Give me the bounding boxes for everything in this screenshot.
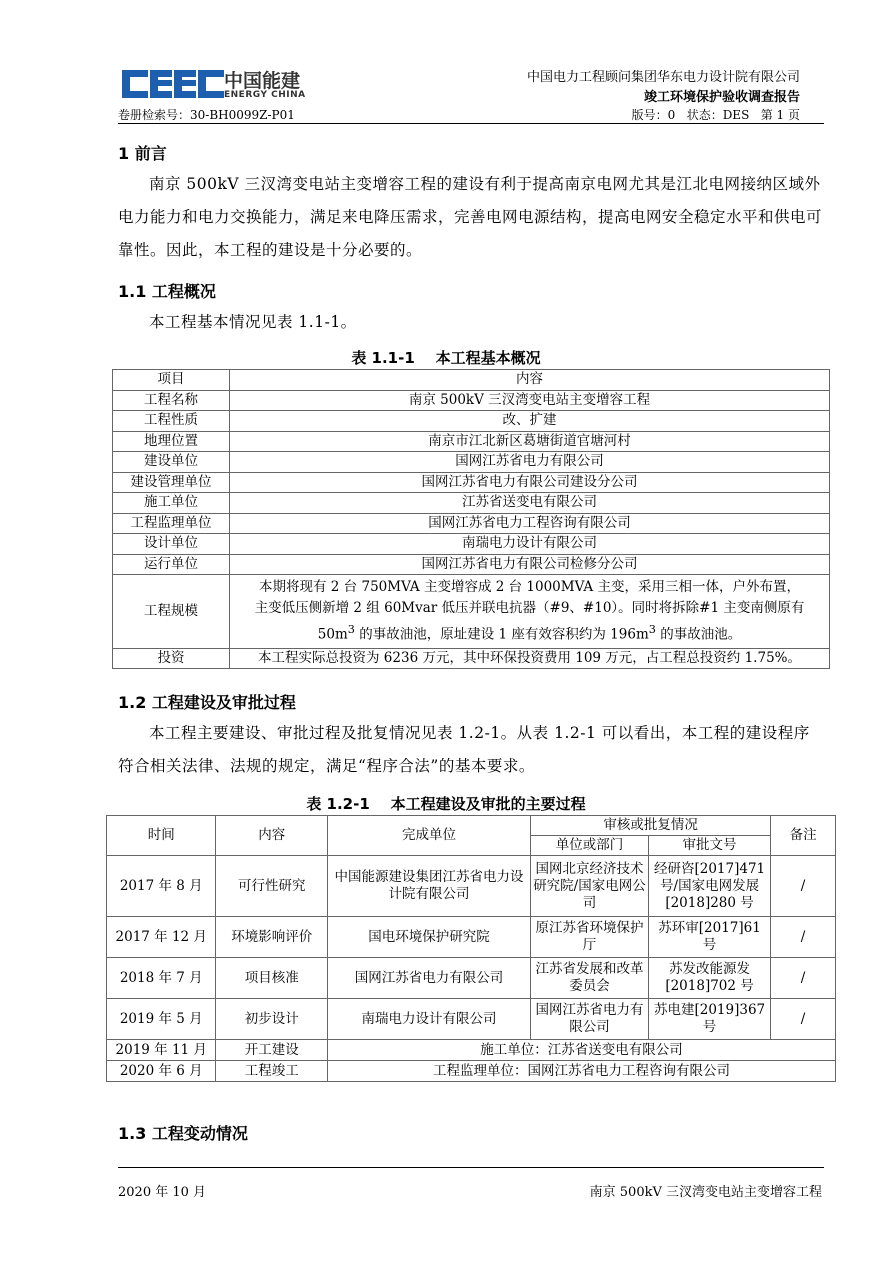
note-cell: / xyxy=(771,999,836,1040)
table-row xyxy=(107,999,836,1040)
header-cell: 项目 xyxy=(113,370,230,391)
content-cell: 南京 500kV 三汊湾变电站主变增容工程 xyxy=(230,390,830,411)
dept-cell: 国网江苏省电力有限公司 xyxy=(531,999,649,1040)
report-title: 竣工环境保护验收调查报告 xyxy=(643,90,800,105)
header-cell: 审核或批复情况 xyxy=(531,816,771,836)
content-cell: 国网江苏省电力有限公司检修分公司 xyxy=(230,554,830,575)
docno-cell: 经研咨[2017]471号/国家电网发展[2018]280 号 xyxy=(648,856,770,917)
content-cell: 江苏省送变电有限公司 xyxy=(230,493,830,514)
version-status-page: 版号：0 状态：DES 第 1 页 xyxy=(631,108,800,122)
docno-cell: 苏发改能源发[2018]702 号 xyxy=(648,958,770,999)
time-cell: 2018 年 7 月 xyxy=(107,958,216,999)
table-row xyxy=(113,411,830,432)
table-row xyxy=(107,917,836,958)
note-cell: / xyxy=(771,958,836,999)
header-cell: 内容 xyxy=(230,370,830,391)
superscript: 3 xyxy=(347,623,355,636)
table-row xyxy=(113,390,830,411)
content-cell: 改、扩建 xyxy=(230,411,830,432)
footer-project: 南京 500kV 三汊湾变电站主变增容工程 xyxy=(589,1185,822,1200)
table1-caption: 表 1.1-1 本工程基本概况 xyxy=(351,349,541,367)
content-cell: 环境影响评价 xyxy=(216,917,328,958)
energy-china-logo xyxy=(118,66,318,102)
basic-info-table xyxy=(112,369,830,669)
table-row xyxy=(113,452,830,473)
note-cell: / xyxy=(771,917,836,958)
content-cell: 南京市江北新区葛塘街道官塘河村 xyxy=(230,431,830,452)
table-row xyxy=(113,513,830,534)
content-cell: 可行性研究 xyxy=(216,856,328,917)
table2-caption: 表 1.2-1 本工程建设及审批的主要过程 xyxy=(306,795,586,813)
table-row xyxy=(113,370,830,391)
time-cell: 2019 年 5 月 xyxy=(107,999,216,1040)
table-row xyxy=(113,472,830,493)
content-cell: 项目核准 xyxy=(216,958,328,999)
table-row xyxy=(107,1040,836,1061)
scale-text: 50m xyxy=(317,626,348,643)
content-cell: 国网江苏省电力有限公司 xyxy=(230,452,830,473)
item-cell: 建设管理单位 xyxy=(113,472,230,493)
section11-paragraph: 本工程基本情况见表 1.1-1。 xyxy=(149,313,357,331)
footer-rule xyxy=(118,1167,824,1168)
content-cell: 本工程实际总投资为 6236 万元，其中环保投资费用 109 万元，占工程总投资约 1.75%。 xyxy=(230,648,830,669)
content-cell: 国网江苏省电力有限公司建设分公司 xyxy=(230,472,830,493)
item-cell: 工程名称 xyxy=(113,390,230,411)
table-row xyxy=(107,816,836,836)
content-cell: 开工建设 xyxy=(216,1040,328,1061)
logo-en-text: ENERGY CHINA xyxy=(224,90,306,100)
item-cell: 建设单位 xyxy=(113,452,230,473)
table-row xyxy=(113,648,830,669)
item-cell: 施工单位 xyxy=(113,493,230,514)
item-cell: 工程监理单位 xyxy=(113,513,230,534)
company-name: 中国电力工程顾问集团华东电力设计院有限公司 xyxy=(526,70,800,85)
scale-line xyxy=(232,619,827,646)
unit-cell: 国电环境保护研究院 xyxy=(328,917,531,958)
heading-1-1: 1.1 工程概况 xyxy=(118,282,216,301)
table-row xyxy=(107,856,836,917)
table-row xyxy=(113,554,830,575)
heading-1: 1 前言 xyxy=(118,144,167,163)
table-row xyxy=(113,534,830,555)
header-cell: 内容 xyxy=(216,816,328,856)
docno-cell: 苏电建[2019]367号 xyxy=(648,999,770,1040)
item-cell: 工程性质 xyxy=(113,411,230,432)
table-row xyxy=(113,431,830,452)
item-cell: 投资 xyxy=(113,648,230,669)
item-cell: 设计单位 xyxy=(113,534,230,555)
scale-text: 的事故油池，原址建设 1 座有效容积约为 196m xyxy=(354,626,649,643)
header-cell: 完成单位 xyxy=(328,816,531,856)
header-cell: 审批文号 xyxy=(648,836,770,856)
dept-cell: 江苏省发展和改革委员会 xyxy=(531,958,649,999)
merged-cell: 施工单位：江苏省送变电有限公司 xyxy=(328,1040,836,1061)
time-cell: 2017 年 12 月 xyxy=(107,917,216,958)
superscript: 3 xyxy=(648,623,656,636)
volume-number: 卷册检索号：30-BH0099Z-P01 xyxy=(118,108,295,122)
content-cell: 南瑞电力设计有限公司 xyxy=(230,534,830,555)
header-cell: 时间 xyxy=(107,816,216,856)
table-row xyxy=(113,575,830,649)
table-row xyxy=(107,958,836,999)
header-cell: 单位或部门 xyxy=(531,836,649,856)
table-row xyxy=(113,493,830,514)
approval-process-table xyxy=(106,815,836,1082)
time-cell: 2019 年 11 月 xyxy=(107,1040,216,1061)
section1-paragraph: 南京 500kV 三汊湾变电站主变增容工程的建设有利于提高南京电网尤其是江北电网接纳区域外电力能力和电力交换能力，满足来电降压需求，完善电网电源结构，提高电网安全稳定水平和供电可靠性。因此，本工程的建设是十分必要的。 xyxy=(118,175,823,259)
item-cell: 运行单位 xyxy=(113,554,230,575)
footer-date: 2020 年 10 月 xyxy=(118,1185,207,1200)
logo-cn-text: 中国能建 xyxy=(224,70,301,92)
item-cell: 工程规模 xyxy=(113,575,230,649)
content-cell: 工程竣工 xyxy=(216,1061,328,1082)
scale-line: 主变低压侧新增 2 组 60Mvar 低压并联电抗器（#9、#10）。同时将拆除#1 主变南侧原有 xyxy=(254,600,805,616)
scale-text: 的事故油池。 xyxy=(655,626,742,643)
header-rule xyxy=(118,123,824,124)
header-cell: 备注 xyxy=(771,816,836,856)
table-row xyxy=(107,1061,836,1082)
scale-cell xyxy=(230,575,830,649)
docno-cell: 苏环审[2017]61 号 xyxy=(648,917,770,958)
time-cell: 2020 年 6 月 xyxy=(107,1061,216,1082)
dept-cell: 国网北京经济技术研究院/国家电网公司 xyxy=(531,856,649,917)
section12-paragraph: 本工程主要建设、审批过程及批复情况见表 1.2-1。从表 1.2-1 可以看出，本工程的建设程序符合相关法律、法规的规定，满足“程序合法”的基本要求。 xyxy=(118,724,810,775)
unit-cell: 中国能源建设集团江苏省电力设计院有限公司 xyxy=(328,856,531,917)
heading-1-3: 1.3 工程变动情况 xyxy=(118,1124,248,1143)
heading-1-2: 1.2 工程建设及审批过程 xyxy=(118,693,296,712)
time-cell: 2017 年 8 月 xyxy=(107,856,216,917)
content-cell: 国网江苏省电力工程咨询有限公司 xyxy=(230,513,830,534)
note-cell: / xyxy=(771,856,836,917)
unit-cell: 南瑞电力设计有限公司 xyxy=(328,999,531,1040)
merged-cell: 工程监理单位：国网江苏省电力工程咨询有限公司 xyxy=(328,1061,836,1082)
scale-line: 本期将现有 2 台 750MVA 主变增容成 2 台 1000MVA 主变，采用三相一体，户外布置， xyxy=(259,579,800,595)
content-cell: 初步设计 xyxy=(216,999,328,1040)
unit-cell: 国网江苏省电力有限公司 xyxy=(328,958,531,999)
dept-cell: 原江苏省环境保护厅 xyxy=(531,917,649,958)
item-cell: 地理位置 xyxy=(113,431,230,452)
